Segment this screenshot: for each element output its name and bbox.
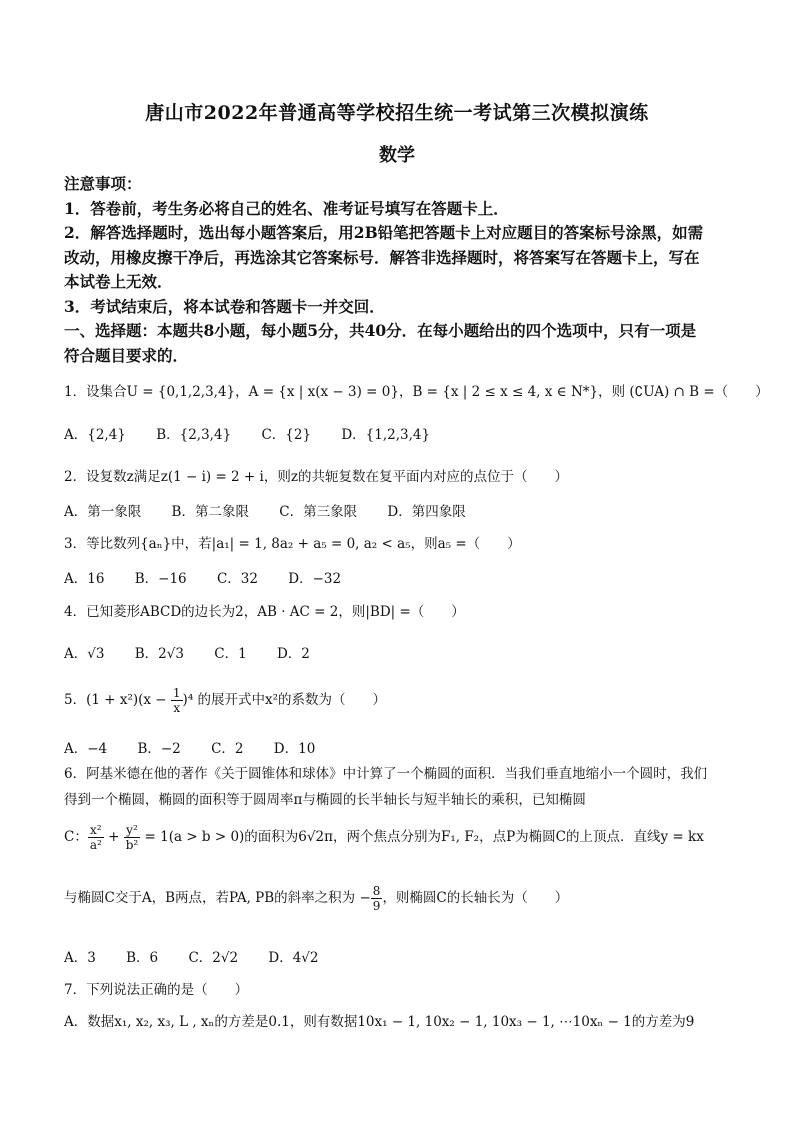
q6-frac-ratio-num: 8	[372, 884, 381, 898]
section-heading-a: 一、选择题：本题共8小题，每小题5分，共40分．在每小题给出的四个选项中，只有一项是	[64, 321, 697, 340]
q4-option-b: B．2√3	[134, 646, 184, 662]
q1-option-d: D．{1,2,3,4}	[341, 427, 431, 443]
q6-plus: +	[103, 829, 124, 845]
section-heading-b: 符合题目要求的．	[64, 345, 189, 365]
q5-stem-pre: 5．(1 + x²)(x −	[64, 692, 171, 708]
q4-option-d: D．2	[276, 646, 310, 662]
q2-option-d: D．第四象限	[387, 504, 466, 520]
q6-frac-x	[88, 823, 104, 852]
q4-option-a: A．√3	[64, 646, 105, 662]
question-6-options	[64, 946, 744, 966]
q6-line3-post: = 1(a > b > 0)的面积为6√2π，两个焦点分别为F₁, F₂，点P为椭圆C的上顶点．直线y = kx	[140, 829, 704, 845]
q3-option-d: D．−32	[288, 571, 342, 587]
q2-option-b: B．第二象限	[171, 504, 249, 520]
question-1-options	[64, 423, 744, 443]
q1-option-a: A．{2,4}	[64, 427, 126, 443]
q6-option-b: B．6	[126, 950, 159, 966]
q6-line3-pre: C：	[64, 829, 88, 845]
question-6-line-3	[64, 823, 744, 852]
q5-stem-post: )⁴ 的展开式中x²的系数为（ ）	[182, 692, 387, 708]
q5-option-c: C．2	[211, 741, 244, 757]
q6-frac-y-num: y²	[124, 823, 141, 838]
q5-frac-den: x	[173, 701, 181, 715]
q5-option-b: B．−2	[137, 741, 181, 757]
q5-option-d: D．10	[273, 741, 316, 757]
question-3-options	[64, 567, 744, 587]
q3-option-b: B．−16	[134, 571, 187, 587]
q6-frac-y-den: b²	[125, 838, 139, 852]
instructions-heading: 注意事项：	[64, 174, 142, 193]
instruction-2c: 本试卷上无效．	[64, 272, 173, 291]
q6-frac-ratio-den: 9	[372, 899, 381, 913]
q5-option-a: A．−4	[64, 741, 108, 757]
instruction-1: 1．答卷前，考生务必将自己的姓名、准考证号填写在答题卡上．	[64, 198, 509, 218]
instruction-2a: 2．解答选择题时，选出每小题答案后，用2B铅笔把答题卡上对应题目的答案标号涂黑，如需	[64, 223, 704, 242]
q7-option-a: A．数据x₁, x₂, x₃, L , xₙ的方差是0.1，则有数据10x₁ − 1, 10x₂ − 1, 10x₃ − 1, ⋯10xₙ − 1的方差为9	[64, 1014, 695, 1030]
q6-frac-x-num: x²	[88, 823, 104, 838]
question-6-line-2: 得到一个椭圆，椭圆的面积等于圆周率π与椭圆的长半轴长与短半轴长的乘积，已知椭圆	[64, 792, 586, 808]
q6-line4-post: ，则椭圆C的长轴长为（ ）	[382, 890, 569, 906]
exam-title: 唐山市2022年普通高等学校招生统一考试第三次模拟演练	[145, 102, 649, 124]
q4-option-c: C．1	[214, 646, 247, 662]
question-1-stem: 1．设集合U = {0,1,2,3,4}，A = {x | x(x − 3) = 0}，B = {x | 2 ≤ x ≤ 4, x ∈ N*}，则 (∁UA) ∩ B =（ ）	[64, 384, 769, 400]
instruction-2b: 改动，用橡皮擦干净后，再选涂其它答案标号．解答非选择题时，将答案写在答题卡上，写在	[64, 247, 700, 267]
q6-frac-y	[124, 823, 141, 852]
q6-frac-x-den: a²	[89, 838, 102, 852]
subject-title: 数学	[379, 145, 415, 166]
question-4-options	[64, 642, 744, 662]
question-6-line-4	[64, 884, 744, 913]
question-2-options	[64, 500, 744, 520]
question-4-stem: 4．已知菱形ABCD的边长为2，AB · AC = 2，则|BD| =（ ）	[64, 604, 465, 620]
question-5-options	[64, 737, 744, 757]
question-2-stem: 2．设复数z满足z(1 − i) = 2 + i，则z的共轭复数在复平面内对应的点位于（ ）	[64, 469, 568, 485]
q6-option-c: C．2√2	[188, 950, 239, 966]
q1-option-b: B．{2,3,4}	[156, 427, 232, 443]
q3-option-c: C．32	[216, 571, 258, 587]
q6-line4-pre: 与椭圆C交于A，B两点，若PA, PB的斜率之积为 −	[64, 890, 371, 906]
q5-fraction	[171, 686, 183, 715]
q6-option-d: D．4√2	[268, 950, 319, 966]
question-7-stem: 7．下列说法正确的是（ ）	[64, 982, 249, 998]
q3-option-a: A．16	[64, 571, 105, 587]
q2-option-c: C．第三象限	[279, 504, 358, 520]
question-3-stem: 3．等比数列{aₙ}中，若|a₁| = 1, 8a₂ + a₅ = 0, a₂ < a₅，则a₅ =（ ）	[64, 536, 521, 552]
q6-option-a: A．3	[64, 950, 96, 966]
instruction-3: 3．考试结束后，将本试卷和答题卡一并交回．	[64, 296, 385, 316]
q6-frac-ratio	[371, 884, 383, 913]
q5-frac-num: 1	[172, 686, 181, 700]
question-5-stem	[64, 686, 744, 715]
instructions	[64, 172, 734, 368]
q2-option-a: A．第一象限	[64, 504, 142, 520]
question-6-line-1: 6．阿基米德在他的著作《关于圆锥体和球体》中计算了一个椭圆的面积．当我们垂直地缩小一个圆时，我们	[64, 766, 708, 782]
q1-option-c: C．{2}	[261, 427, 312, 443]
